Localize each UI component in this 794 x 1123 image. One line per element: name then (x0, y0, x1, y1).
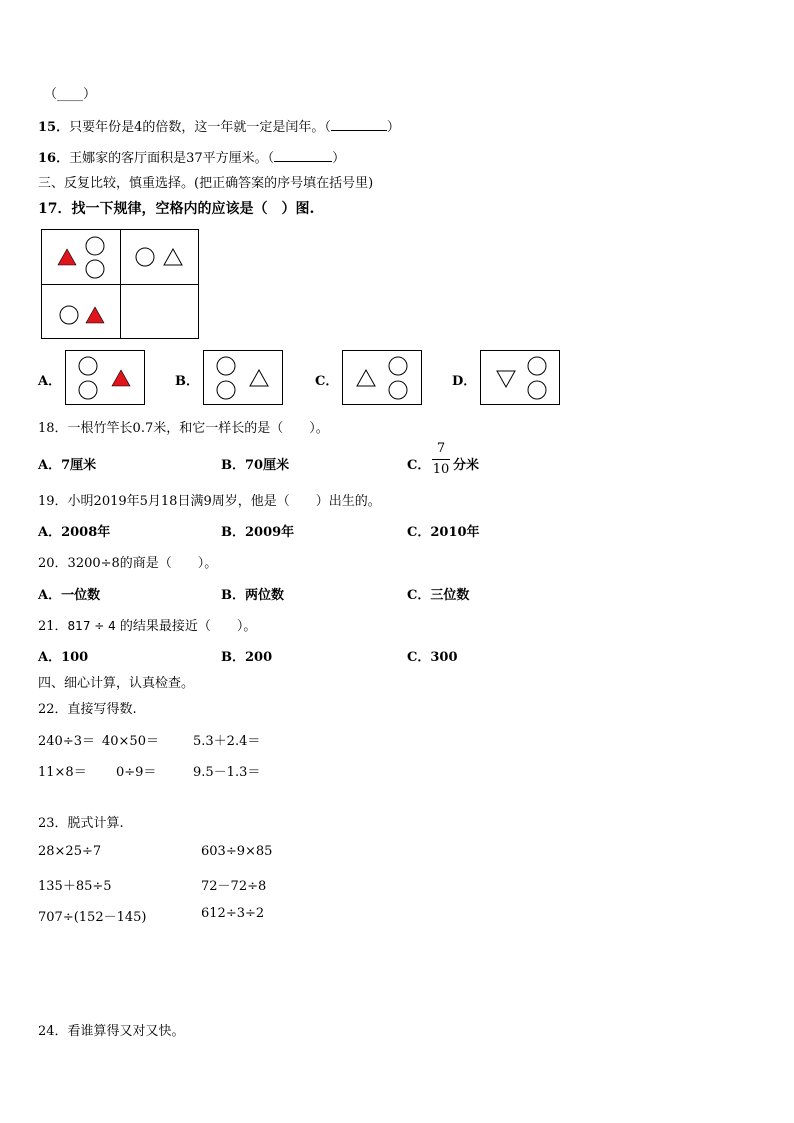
question-19: 19．小明2019年5月18日满9周岁，他是（ ）出生的。 (38, 494, 381, 509)
triangle-icon (164, 249, 182, 265)
question-number: 15． (38, 120, 70, 135)
option-d-box[interactable] (480, 350, 560, 405)
calc-item: 135＋85÷5 (38, 879, 112, 894)
calc-item: 28×25÷7 (38, 844, 102, 859)
fraction-bar (432, 459, 450, 460)
option-b-box[interactable] (203, 350, 283, 405)
option-a-box[interactable] (65, 350, 145, 405)
option-c-box[interactable] (342, 350, 422, 405)
question-21 (38, 615, 256, 634)
option-b[interactable]: B．2009年 (221, 525, 295, 540)
circle-icon (136, 248, 154, 266)
option-a[interactable]: A．7厘米 (38, 458, 97, 473)
expression: 817 ÷ 4 (67, 619, 116, 633)
calc-item: 9.5－1.3＝ (193, 765, 261, 780)
question-text: 只要年份是4的倍数，这一年就一定是闰年。（ (69, 120, 331, 135)
option-b-label[interactable]: B． (175, 374, 199, 389)
calc-item: 40×50＝ (102, 734, 159, 749)
option-b[interactable]: B．两位数 (221, 588, 284, 603)
question-close: ） (386, 120, 400, 135)
circle-icon (86, 260, 104, 278)
option-c[interactable]: C．三位数 (407, 588, 470, 603)
question-22: 22．直接写得数. (38, 702, 137, 717)
question-text: 王娜家的客厅面积是37平方厘米。（ (69, 151, 275, 166)
question-24: 24．看谁算得又对又快。 (38, 1024, 185, 1039)
question-20: 20．3200÷8的商是（ ）。 (38, 556, 218, 571)
calc-item: 0÷9＝ (116, 765, 157, 780)
option-a[interactable]: A．2008年 (38, 525, 111, 540)
calc-item: 707÷(152－145) (38, 910, 147, 925)
calc-item: 612÷3÷2 (201, 906, 265, 921)
option-a[interactable]: A．100 (38, 650, 89, 665)
question-close: ） (332, 151, 346, 166)
calc-item: 603÷9×85 (201, 844, 273, 859)
option-b[interactable]: B．200 (221, 650, 273, 665)
q14-answer-blank: （____） (44, 87, 97, 102)
option-b[interactable]: B．70厘米 (221, 458, 290, 473)
calc-item: 72－72÷8 (201, 879, 267, 894)
question-text: 的结果最接近（ ）。 (119, 619, 257, 634)
fraction-denominator: 10 (432, 462, 450, 477)
option-c[interactable]: C．300 (407, 650, 458, 665)
option-d-label[interactable]: D． (452, 374, 477, 389)
circle-icon (86, 237, 104, 255)
fraction-numerator: 7 (436, 441, 446, 456)
question-18: 18．一根竹竿长0.7米，和它一样长的是（ ）。 (38, 421, 329, 436)
option-c-unit: 分米 (453, 458, 480, 473)
question-23: 23．脱式计算. (38, 816, 124, 831)
red-triangle-icon (58, 249, 76, 265)
calc-item: 11×8＝ (38, 765, 87, 780)
section-4-heading: 四、细心计算，认真检查。 (38, 676, 195, 691)
option-c[interactable]: C．2010年 (407, 525, 480, 540)
question-number: 16． (38, 151, 70, 166)
section-3-heading: 三、反复比较，慎重选择。(把正确答案的序号填在括号里) (38, 176, 374, 191)
circle-icon (60, 306, 78, 324)
question-number: 21． (38, 619, 68, 634)
option-c-label[interactable]: C． (407, 458, 431, 473)
option-a-label[interactable]: A． (38, 374, 62, 389)
option-c-label[interactable]: C． (315, 374, 339, 389)
calc-item: 5.3＋2.4＝ (193, 734, 261, 749)
red-triangle-icon (86, 307, 104, 323)
calc-item: 240÷3＝ (38, 734, 95, 749)
option-a[interactable]: A．一位数 (38, 588, 101, 603)
question-17: 17．找一下规律，空格内的应该是（ ）图. (38, 201, 315, 217)
